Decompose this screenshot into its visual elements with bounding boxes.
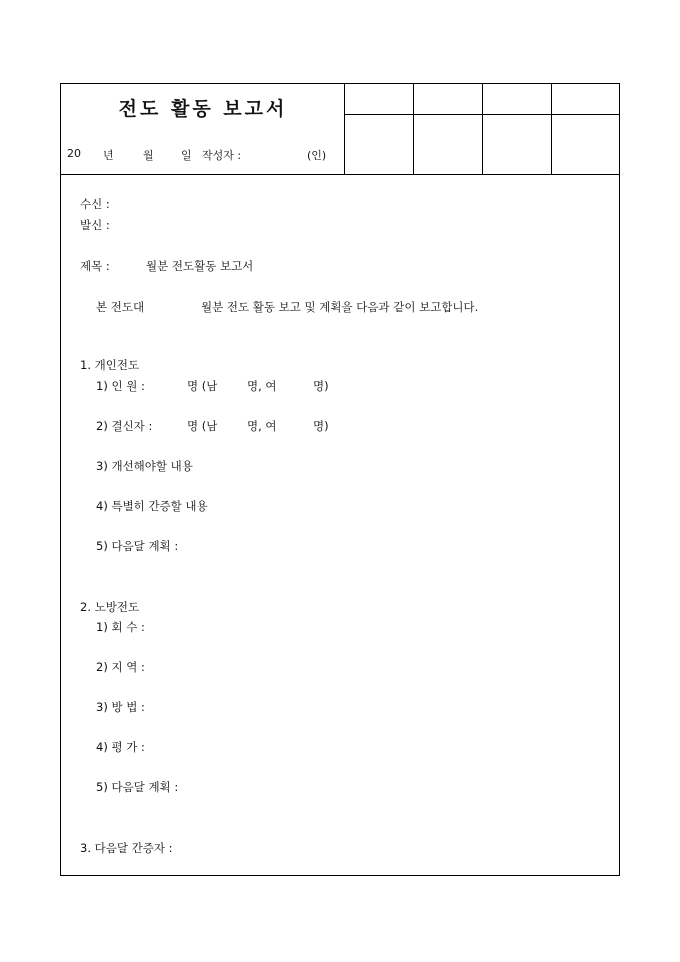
section-3-heading: 3. 다음달 간증자 : [80,841,173,855]
s1-next-plan: 5) 다음달 계획 : [96,539,179,553]
s2-count: 1) 회 수 : [96,620,145,634]
section-2-heading: 2. 노방전도 [80,600,140,614]
s2-next-plan: 5) 다음달 계획 : [96,780,179,794]
s2-method: 3) 방 법 : [96,700,145,714]
s1-converts-end: 명) [313,419,329,433]
s1-converts-female: 명, 여 [247,419,277,433]
writer-label: 작성자 : [202,149,242,162]
report-form [60,83,620,876]
title-cell [61,84,345,174]
s1-improvements: 3) 개선해야할 내용 [96,459,193,473]
year-label: 20 [67,147,81,160]
seal-mark: (인) [307,149,327,162]
subject-label: 제목 : [80,259,110,273]
s1-personnel-female: 명, 여 [247,379,277,393]
approval-grid [345,84,620,174]
grid-divider [551,84,552,174]
s1-personnel-male: 명 (남 [187,379,218,393]
year-unit: 년 [103,149,114,162]
s2-region: 2) 지 역 : [96,660,145,674]
month-unit: 월 [143,149,154,162]
header-divider [61,174,619,175]
s2-evaluation: 4) 평 가 : [96,740,145,754]
grid-divider [482,84,483,174]
day-unit: 일 [181,149,192,162]
s1-personnel-end: 명) [313,379,329,393]
recipient-label: 수신 : [80,197,110,211]
grid-divider [413,84,414,174]
s1-testimony: 4) 특별히 간증할 내용 [96,499,208,513]
s1-converts-label: 2) 결신자 : [96,419,153,433]
sender-label: 발신 : [80,218,110,232]
document-title: 전도 활동 보고서 [118,98,288,120]
intro-text: 월분 전도 활동 보고 및 계획을 다음과 같이 보고합니다. [201,300,479,314]
s1-personnel-label: 1) 인 원 : [96,379,145,393]
section-1-heading: 1. 개인전도 [80,358,140,372]
subject-value: 월분 전도활동 보고서 [146,259,254,273]
grid-row-divider [345,114,620,115]
s1-converts-male: 명 (남 [187,419,218,433]
intro-team: 본 전도대 [96,300,145,314]
